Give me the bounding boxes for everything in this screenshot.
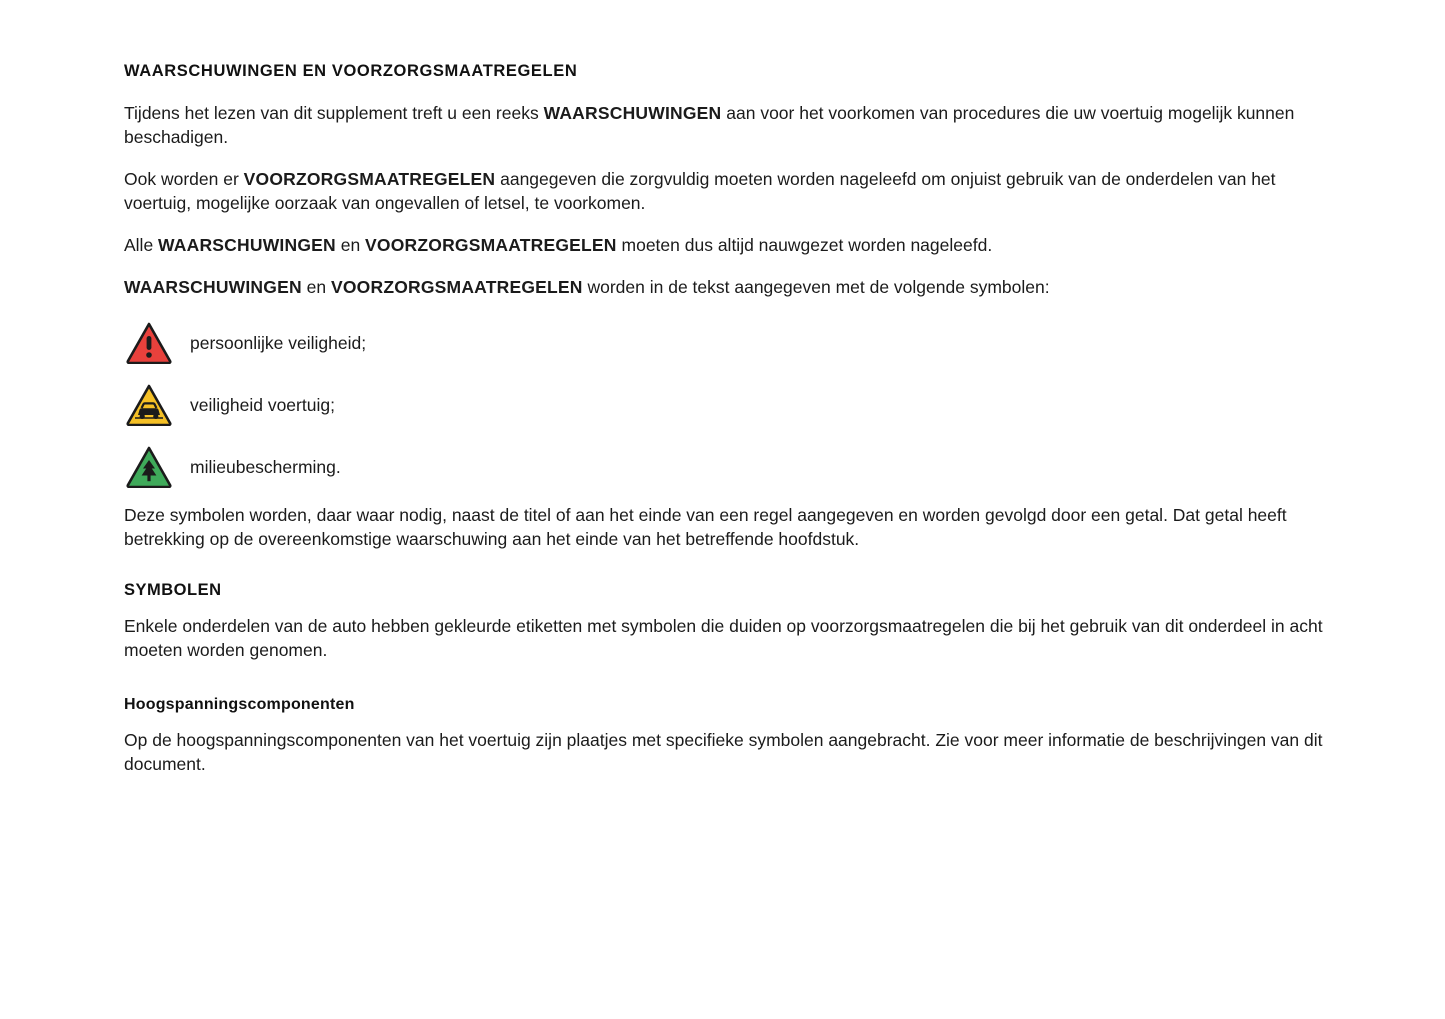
document-page bbox=[124, 62, 1324, 794]
heading-hoogspanningscomponenten: Hoogspanningscomponenten bbox=[124, 696, 355, 713]
heading-symbolen: SYMBOLEN bbox=[124, 581, 222, 599]
paragraph-1-bold-1: WAARSCHUWINGEN bbox=[543, 103, 722, 123]
symbol-row-vehicle-safety bbox=[124, 379, 1324, 431]
paragraph-warnings-intro bbox=[124, 101, 1324, 149]
symbol-label-personal-safety: persoonlijke veiligheid; bbox=[190, 333, 367, 353]
paragraph-2-text-2: aangegeven die zorgvuldig moeten worden nageleefd om onjuist gebruik van de onderdelen van het voertuig, mogelijke oorzaak van ongevallen of letsel, te voorkomen. bbox=[124, 169, 1276, 213]
paragraph-3-text-1: Alle bbox=[124, 235, 159, 255]
paragraph-symbolen: Enkele onderdelen van de auto hebben gekleurde etiketten met symbolen die duiden op voorzorgsmaatregelen die bij het gebruik van dit onderdeel in acht moeten worden genomen. bbox=[124, 616, 1323, 660]
paragraph-1-text-2: aan voor het voorkomen van procedures die uw voertuig mogelijk kunnen beschadigen. bbox=[124, 103, 1295, 147]
paragraph-4-bold-1: WAARSCHUWINGEN bbox=[124, 277, 302, 297]
paragraph-3-text-2: en bbox=[335, 235, 366, 255]
paragraph-precautions-intro bbox=[124, 167, 1324, 215]
paragraph-4-bold-2: VOORZORGSMAATREGELEN bbox=[331, 277, 583, 297]
paragraph-3-text-3: moeten dus altijd nauwgezet worden nageleefd. bbox=[616, 235, 993, 255]
paragraph-symbol-usage: Deze symbolen worden, daar waar nodig, naast de titel of aan het einde van een regel aangegeven en worden gevolgd door een getal. Dat getal heeft betrekking op de overeenkomstige waarschuwing aan het einde van het betreffende hoofdstuk. bbox=[124, 505, 1287, 549]
symbol-label-vehicle-safety: veiligheid voertuig; bbox=[190, 395, 335, 415]
paragraph-compliance bbox=[124, 233, 1324, 257]
paragraph-3-bold-2: VOORZORGSMAATREGELEN bbox=[365, 235, 617, 255]
paragraph-3-bold-1: WAARSCHUWINGEN bbox=[158, 235, 336, 255]
paragraph-2-bold-1: VOORZORGSMAATREGELEN bbox=[243, 169, 496, 189]
symbol-label-environment: milieubescherming. bbox=[190, 457, 341, 477]
symbol-row-environment bbox=[124, 441, 1324, 493]
paragraph-hoogspanningscomponenten: Op de hoogspanningscomponenten van het voertuig zijn plaatjes met specifieke symbolen aangebracht. Zie voor meer informatie de beschrijvingen van dit document. bbox=[124, 730, 1323, 774]
paragraph-1-text-1: Tijdens het lezen van dit supplement treft u een reeks bbox=[124, 103, 544, 123]
page-title: WAARSCHUWINGEN EN VOORZORGSMAATREGELEN bbox=[124, 62, 578, 80]
red-warning-triangle-exclamation-icon bbox=[124, 322, 190, 364]
yellow-warning-triangle-car-icon bbox=[124, 384, 190, 426]
paragraph-4-text-1: en bbox=[301, 277, 331, 297]
paragraph-4-text-2: worden in de tekst aangegeven met de volgende symbolen: bbox=[582, 277, 1050, 297]
green-warning-triangle-tree-icon bbox=[124, 446, 190, 488]
paragraph-2-text-1: Ook worden er bbox=[124, 169, 244, 189]
symbol-row-personal-safety bbox=[124, 317, 1324, 369]
paragraph-symbols-intro bbox=[124, 275, 1324, 299]
